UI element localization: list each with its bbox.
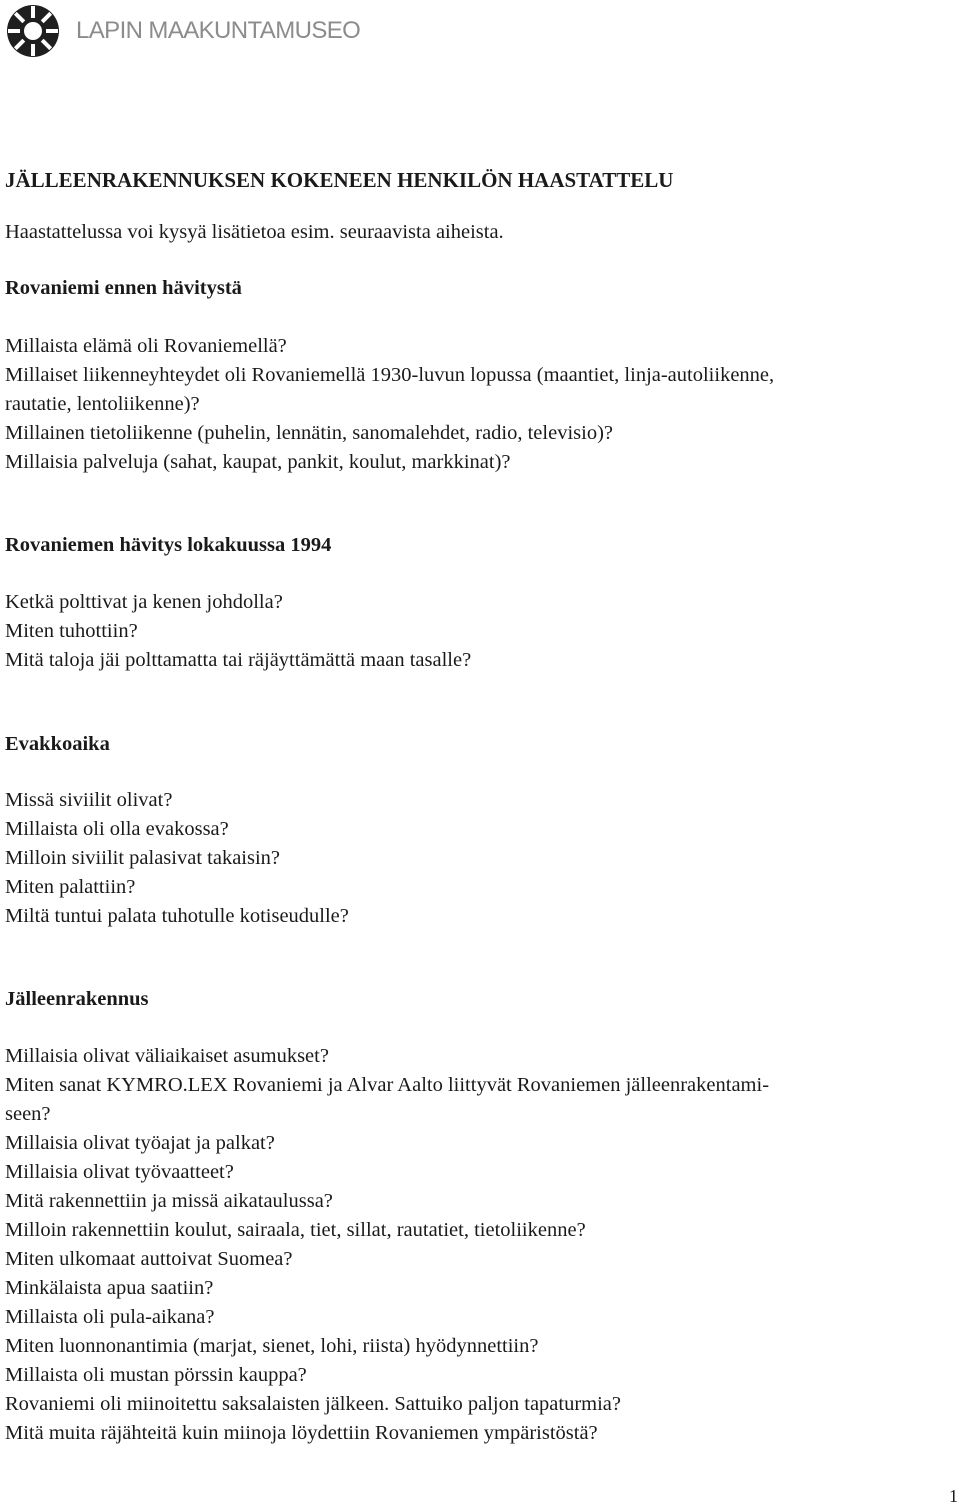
question-line: seen? xyxy=(5,1103,51,1125)
question-line: Miten luonnonantimia (marjat, sienet, lohi, riista) hyödynnettiin? xyxy=(5,1335,539,1357)
page-number: 1 xyxy=(949,1486,958,1506)
intro-text: Haastattelussa voi kysyä lisätietoa esim. seuraavista aiheista. xyxy=(5,221,504,243)
question-line: Mitä rakennettiin ja missä aikataulussa? xyxy=(5,1190,333,1212)
question-line: Millaista oli mustan pörssin kauppa? xyxy=(5,1364,307,1386)
question-line: Minkälaista apua saatiin? xyxy=(5,1277,214,1299)
question-line: Miten palattiin? xyxy=(5,876,136,898)
question-line: Millaisia palveluja (sahat, kaupat, pankit, koulut, markkinat)? xyxy=(5,451,511,473)
question-line: Millaista oli olla evakossa? xyxy=(5,818,229,840)
question-line: Millaista elämä oli Rovaniemellä? xyxy=(5,335,287,357)
question-line: Miltä tuntui palata tuhotulle kotiseudulle? xyxy=(5,905,349,927)
section-heading: Rovaniemi ennen hävitystä xyxy=(5,277,242,299)
document-title: JÄLLEENRAKENNUKSEN KOKENEEN HENKILÖN HAASTATTELU xyxy=(5,168,674,192)
question-line: Miten ulkomaat auttoivat Suomea? xyxy=(5,1248,293,1270)
question-line: Mitä taloja jäi polttamatta tai räjäyttämättä maan tasalle? xyxy=(5,649,472,671)
question-line: Missä siviilit olivat? xyxy=(5,789,173,811)
museum-logo-icon xyxy=(6,4,60,58)
question-line: Miten tuhottiin? xyxy=(5,620,138,642)
question-line: Millaiset liikenneyhteydet oli Rovaniemellä 1930-luvun lopussa (maantiet, linja-autoliikenne, xyxy=(5,364,775,386)
question-line: Ketkä polttivat ja kenen johdolla? xyxy=(5,591,283,613)
section-heading: Rovaniemen hävitys lokakuussa 1994 xyxy=(5,534,332,556)
question-line: rautatie, lentoliikenne)? xyxy=(5,393,200,415)
question-line: Mitä muita räjähteitä kuin miinoja löydettiin Rovaniemen ympäristöstä? xyxy=(5,1422,598,1444)
museum-header xyxy=(6,4,360,58)
question-line: Millaista oli pula-aikana? xyxy=(5,1306,215,1328)
question-line: Millaisia olivat väliaikaiset asumukset? xyxy=(5,1045,329,1067)
question-line: Millaisia olivat työvaatteet? xyxy=(5,1161,234,1183)
question-line: Millainen tietoliikenne (puhelin, lennätin, sanomalehdet, radio, televisio)? xyxy=(5,422,613,444)
question-line: Milloin rakennettiin koulut, sairaala, tiet, sillat, rautatiet, tietoliikenne? xyxy=(5,1219,586,1241)
section-heading: Jälleenrakennus xyxy=(5,988,149,1010)
museum-logo-text: LAPIN MAAKUNTAMUSEO xyxy=(76,17,361,44)
section-heading: Evakkoaika xyxy=(5,733,110,755)
question-line: Millaisia olivat työajat ja palkat? xyxy=(5,1132,275,1154)
question-line: Milloin siviilit palasivat takaisin? xyxy=(5,847,281,869)
question-line: Rovaniemi oli miinoitettu saksalaisten jälkeen. Sattuiko paljon tapaturmia? xyxy=(5,1393,622,1415)
question-line: Miten sanat KYMRO.LEX Rovaniemi ja Alvar Aalto liittyvät Rovaniemen jälleenrakentami- xyxy=(5,1074,770,1096)
